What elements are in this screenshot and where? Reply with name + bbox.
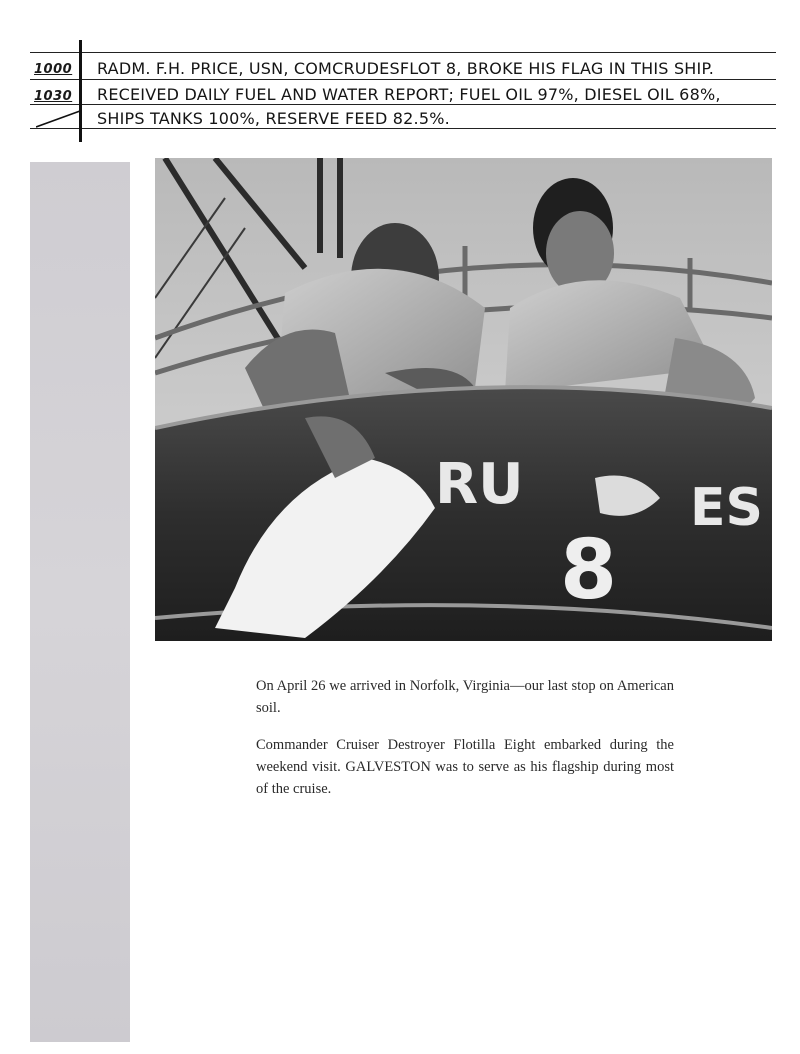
log-slash-mark [36,110,82,128]
caption [256,675,674,815]
plaque-letters-right: ES [690,478,763,538]
plaque-number: 8 [560,523,618,618]
caption-paragraph: On April 26 we arrived in Norfolk, Virginia—our last stop on American soil. [256,678,674,716]
log-time-1000: 1000 [34,62,73,77]
photo-sailors-polishing-plaque [155,158,772,641]
log-rule-top [30,52,776,53]
log-time-1030: 1030 [34,89,73,104]
log-rule [30,79,776,80]
log-entry-text: RADM. F.H. PRICE, USN, COMCRUDESFLOT 8, BROKE HIS FLAG IN THIS SHIP. [97,59,715,78]
log-rule [30,104,776,105]
log-entry-text: RECEIVED DAILY FUEL AND WATER REPORT; FUEL OIL 97%, DIESEL OIL 68%, [97,85,721,104]
log-entry-text: SHIPS TANKS 100%, RESERVE FEED 82.5%. [97,109,450,128]
side-strip [30,162,130,1042]
caption-paragraph: Commander Cruiser Destroyer Flotilla Eight embarked during the weekend visit. GALVESTON was to serve as his flagship during most of the cruise. [256,737,674,797]
log-rule-bottom [30,128,776,129]
photo-illustration [155,158,772,641]
log-entries [0,0,800,145]
plaque-letters: RU [435,452,524,517]
